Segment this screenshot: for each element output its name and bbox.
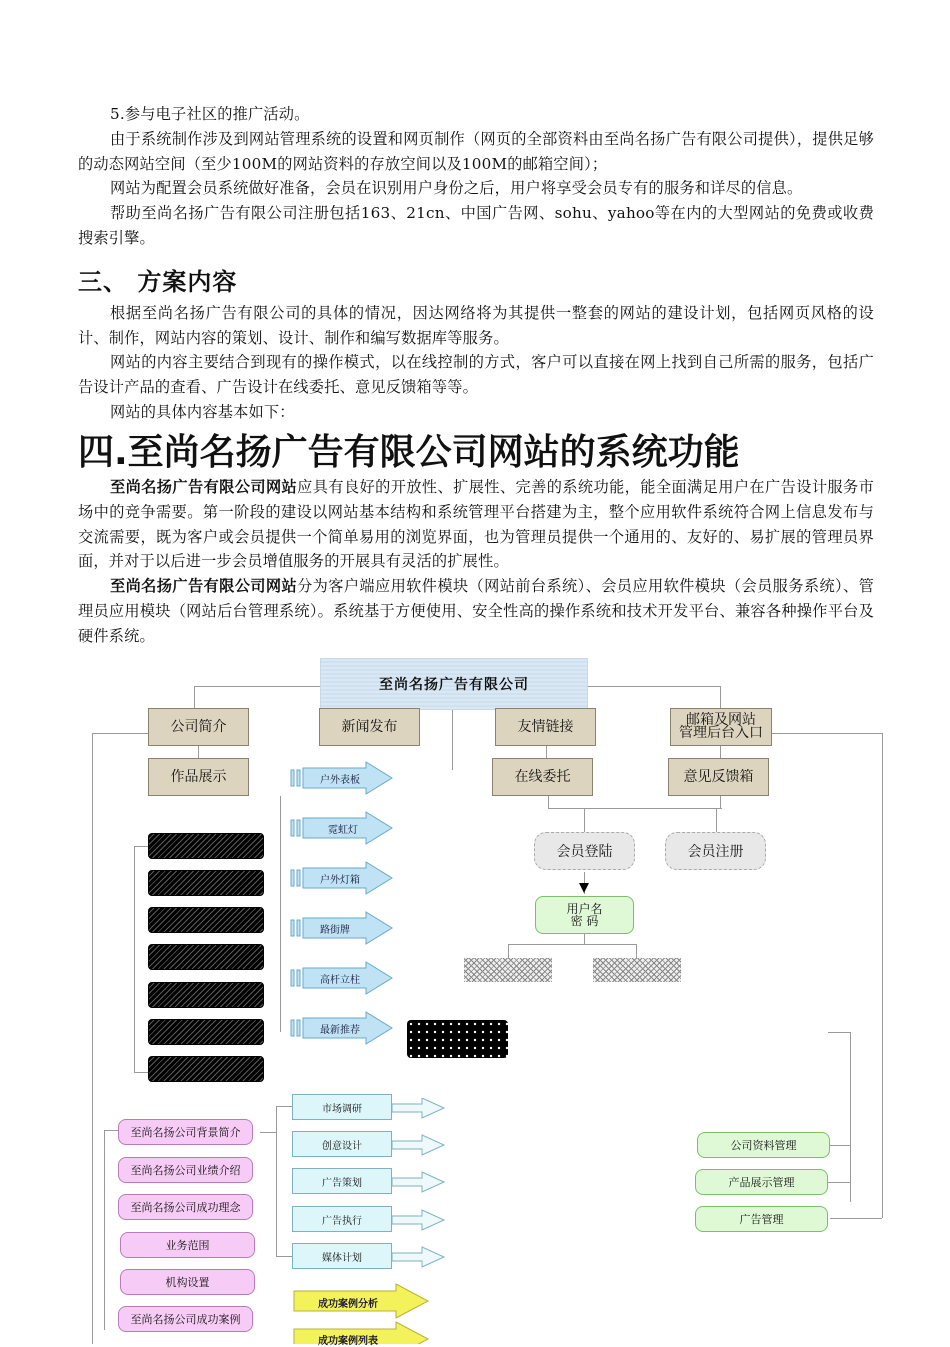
- intro-philosophy: 至尚名扬公司成功理念: [118, 1194, 253, 1220]
- case-arrow-label: 成功案例分析: [318, 1299, 378, 1310]
- paragraph-item-5: 5.参与电子社区的推广活动。: [110, 105, 310, 123]
- intro-organization: 机构设置: [120, 1269, 255, 1295]
- node-member-register: 会员注册: [665, 832, 766, 870]
- section-4-paragraph-2: [78, 574, 874, 648]
- service-media-plan: 媒体计划: [292, 1243, 392, 1269]
- admin-advertising: 广告管理: [695, 1206, 828, 1232]
- diagram-root-label: 至尚名扬广告有限公司: [379, 677, 529, 693]
- service-market-research: 市场调研: [292, 1094, 392, 1120]
- section-4-paragraph-1-text: 应具有良好的开放性、扩展性、完善的系统功能，能全面满足用户在广告设计服务市场中的竞争需要。第一阶段的建设以网站基本结构和系统管理平台搭建为主，整个应用软件系统符合网上信息发布与交流需要，既为客户或会员提供一个简单易用的浏览界面，也为管理员提供一个通用的、友好的、易扩展的管理员界面，并对于以后进一步会员增值服务的开展具有灵活的扩展性。: [78, 478, 874, 571]
- node-mail-admin-line1: 邮箱及网站: [686, 712, 756, 728]
- works-arrow-label: 霓虹灯: [328, 825, 358, 836]
- service-ad-planning: 广告策划: [292, 1168, 392, 1194]
- intro-background: 至尚名扬公司背景简介: [118, 1119, 253, 1145]
- section-4-heading: 四.至尚名扬广告有限公司网站的系统功能: [78, 432, 740, 473]
- section-3-paragraph-1: 根据至尚名扬广告有限公司的具体的情况，因达网络将为其提供一整套的网站的建设计划，包括网页风格的设计、制作，网站内容的策划、设计、制作和编写数据库等服务。: [78, 304, 874, 347]
- works-category-bar: [148, 833, 264, 859]
- node-member-sub-right: [593, 958, 681, 982]
- works-arrows: [288, 760, 398, 1060]
- paragraph-site-system: 由于系统制作涉及到网站管理系统的设置和网页制作（网页的全部资料由至尚名扬广告有限公司提供），提供足够的动态网站空间（至少100M的网站资料的存放空间以及100M的邮箱空间）；: [78, 130, 874, 173]
- works-arrow-label: 高杆立柱: [320, 975, 360, 986]
- intro-performance: 至尚名扬公司业绩介绍: [118, 1157, 253, 1183]
- case-arrow-label: 成功案例列表: [318, 1336, 378, 1347]
- intro-success-cases: 至尚名扬公司成功案例: [118, 1306, 253, 1332]
- site-name-bold: 至尚名扬广告有限公司网站: [110, 478, 298, 496]
- works-category-bar: [148, 907, 264, 933]
- section-3-paragraph-3: 网站的具体内容基本如下：: [110, 403, 295, 421]
- node-online-commission: 在线委托: [492, 758, 593, 796]
- works-arrow-label: 户外表板: [320, 775, 360, 786]
- works-category-bar: [148, 1019, 264, 1045]
- works-arrow-label: 最新推荐: [320, 1025, 360, 1036]
- service-creative-design: 创意设计: [292, 1131, 392, 1157]
- admin-product-display: 产品展示管理: [695, 1169, 828, 1195]
- section-4-paragraph-2-text: 分为客户端应用软件模块（网站前台系统）、会员应用软件模块（会员服务系统）、管理员应用模块（网站后台管理系统）。系统基于方便使用、安全性高的操作系统和技术开发平台、兼容各种操作平台及硬件系统。: [78, 577, 874, 645]
- works-category-bar: [148, 982, 264, 1008]
- arrow-down-icon: [578, 882, 590, 894]
- paragraph-search-engine: 帮助至尚名扬广告有限公司注册包括163、21cn、中国广告网、sohu、yahoo等在内的大型网站的免费或收费搜索引擎。: [78, 204, 874, 247]
- paragraph-member-system: 网站为配置会员系统做好准备，会员在识别用户身份之后，用户将享受会员专有的服务和详尽的信息。: [110, 179, 803, 197]
- node-links: 友情链接: [495, 708, 596, 746]
- section-4-paragraph-1: [78, 475, 874, 574]
- node-news: 新闻发布: [319, 708, 420, 746]
- service-ad-execution: 广告执行: [292, 1206, 392, 1232]
- node-works: 作品展示: [148, 758, 249, 796]
- section-3-paragraph-2: 网站的内容主要结合到现有的操作模式，以在线控制的方式，客户可以直接在网上找到自己所需的服务，包括广告设计产品的查看、广告设计在线委托、意见反馈箱等等。: [78, 353, 874, 396]
- node-mail-admin: [670, 708, 772, 746]
- works-arrow-shapes: [291, 762, 392, 1044]
- node-user-credentials: [535, 896, 634, 934]
- works-category-bar: [148, 870, 264, 896]
- intro-business-scope: 业务范围: [120, 1232, 255, 1258]
- admin-company-data: 公司资料管理: [697, 1132, 830, 1158]
- node-member-login: 会员登陆: [534, 832, 635, 870]
- node-company-intro: 公司简介: [148, 708, 249, 746]
- section-3-heading: 三、 方案内容: [78, 268, 238, 296]
- node-member-dotted: [407, 1020, 508, 1058]
- service-arrows: [392, 1098, 446, 1268]
- site-name-bold: 至尚名扬广告有限公司网站: [110, 577, 298, 595]
- works-arrow-label: 户外灯箱: [320, 875, 360, 886]
- node-member-sub-left: [464, 958, 552, 982]
- password-label: 密 码: [570, 914, 599, 928]
- node-mail-admin-line2: 管理后台入口: [679, 725, 763, 741]
- user-name-label: 用户名: [566, 902, 603, 916]
- works-category-bar: [148, 944, 264, 970]
- node-feedback: 意见反馈箱: [668, 758, 769, 796]
- works-arrow-label: 路街牌: [320, 925, 350, 936]
- diagram-root-node: [320, 658, 588, 710]
- works-category-bar: [148, 1056, 264, 1082]
